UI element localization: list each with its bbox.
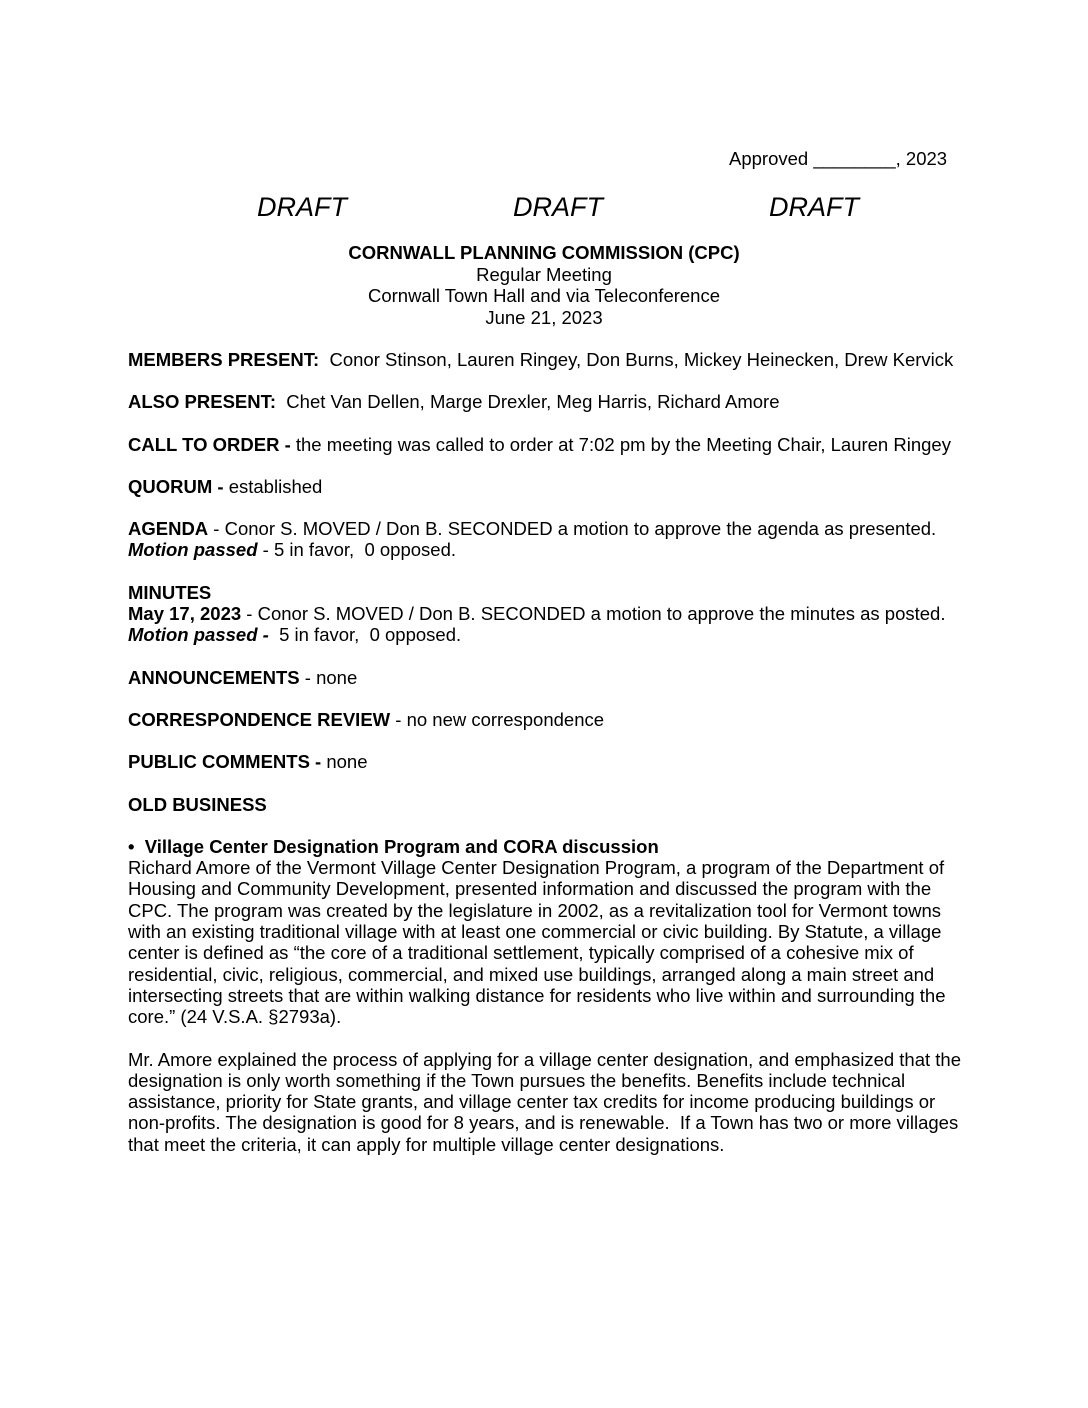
public-comments-label: PUBLIC COMMENTS - <box>128 751 322 773</box>
minutes-section <box>128 582 968 646</box>
document-header <box>0 242 1088 328</box>
announcements-text: - none <box>299 666 358 688</box>
quorum-text: established <box>223 475 323 497</box>
minutes-result: 5 in favor, 0 opposed. <box>268 624 462 646</box>
old-business-item-title: • Village Center Designation Program and CORA discussion <box>128 835 659 857</box>
draft-label: DRAFT <box>257 192 347 222</box>
old-business-heading: OLD BUSINESS <box>128 793 267 815</box>
old-business-item <box>128 836 968 1028</box>
call-to-order-label: CALL TO ORDER - <box>128 433 291 455</box>
members-present-section <box>128 349 968 370</box>
draft-label: DRAFT <box>513 192 603 222</box>
agenda-result: - 5 in favor, 0 opposed. <box>257 539 457 561</box>
draft-label: DRAFT <box>769 192 859 222</box>
minutes-body <box>128 349 968 1176</box>
minutes-motion: Motion passed - <box>128 624 269 646</box>
approved-line: Approved ________, 2023 <box>729 148 948 169</box>
also-present-section <box>128 391 968 412</box>
call-to-order-text: the meeting was called to order at 7:02 pm by the Meeting Chair, Lauren Ringey <box>290 433 951 455</box>
correspondence-text: - no new correspondence <box>390 708 605 730</box>
agenda-motion: Motion passed <box>128 539 258 561</box>
draft-watermark-row <box>0 191 1088 223</box>
quorum-section <box>128 476 968 497</box>
meeting-type: Regular Meeting <box>476 263 612 285</box>
agenda-section <box>128 518 968 561</box>
correspondence-label: CORRESPONDENCE REVIEW <box>128 708 391 730</box>
call-to-order-section <box>128 434 968 455</box>
old-business-paragraph-1: Richard Amore of the Vermont Village Center Designation Program, a program of the Department of Housing and Community Development, presented information and discussed the program with the CPC. The program was created by the legislature in 2002, as a revitalization tool for Vermont towns with an existing traditional village with at least one commercial or civic building. By Statute, a village center is defined as “the core of a traditional settlement, typically comprised of a cohesive mix of residential, civic, religious, commercial, and mixed use buildings, arranged along a main street and intersecting streets that are within walking distance for residents who live within and surrounding the core.” (24 V.S.A. §2793a). <box>128 857 946 1028</box>
agenda-text: - Conor S. MOVED / Don B. SECONDED a motion to approve the agenda as presented. <box>208 518 937 540</box>
announcements-section <box>128 667 968 688</box>
meeting-location: Cornwall Town Hall and via Teleconference <box>367 285 721 306</box>
public-comments-section <box>128 751 968 772</box>
also-present-label: ALSO PRESENT: <box>128 391 277 413</box>
minutes-text: - Conor S. MOVED / Don B. SECONDED a motion to approve the minutes as posted. <box>241 603 946 625</box>
old-business-heading-row <box>128 794 968 815</box>
commission-title: CORNWALL PLANNING COMMISSION (CPC) <box>348 242 740 263</box>
also-present-text: Chet Van Dellen, Marge Drexler, Meg Harris, Richard Amore <box>276 391 780 413</box>
members-present-label: MEMBERS PRESENT: <box>128 349 320 370</box>
announcements-label: ANNOUNCEMENTS <box>128 666 300 688</box>
old-business-paragraph-2: Mr. Amore explained the process of applying for a village center designation, and emphasized that the designation is only worth something if the Town pursues the benefits. Benefits include technical assistance, priority for State grants, and village center tax credits for income producing buildings or non-profits. The designation is good for 8 years, and is renewable. If a Town has two or more villages that meet the criteria, it can apply for multiple village center designations. <box>128 1048 967 1155</box>
old-business-paragraph-2-row <box>128 1049 968 1155</box>
correspondence-section <box>128 709 968 730</box>
minutes-date: May 17, 2023 <box>128 603 242 625</box>
members-present-text: Conor Stinson, Lauren Ringey, Don Burns, Mickey Heinecken, Drew Kervick <box>319 349 954 370</box>
public-comments-text: none <box>321 751 368 773</box>
agenda-label: AGENDA <box>128 518 209 540</box>
meeting-date: June 21, 2023 <box>485 306 603 328</box>
quorum-label: QUORUM - <box>128 475 224 497</box>
minutes-heading: MINUTES <box>128 581 212 603</box>
